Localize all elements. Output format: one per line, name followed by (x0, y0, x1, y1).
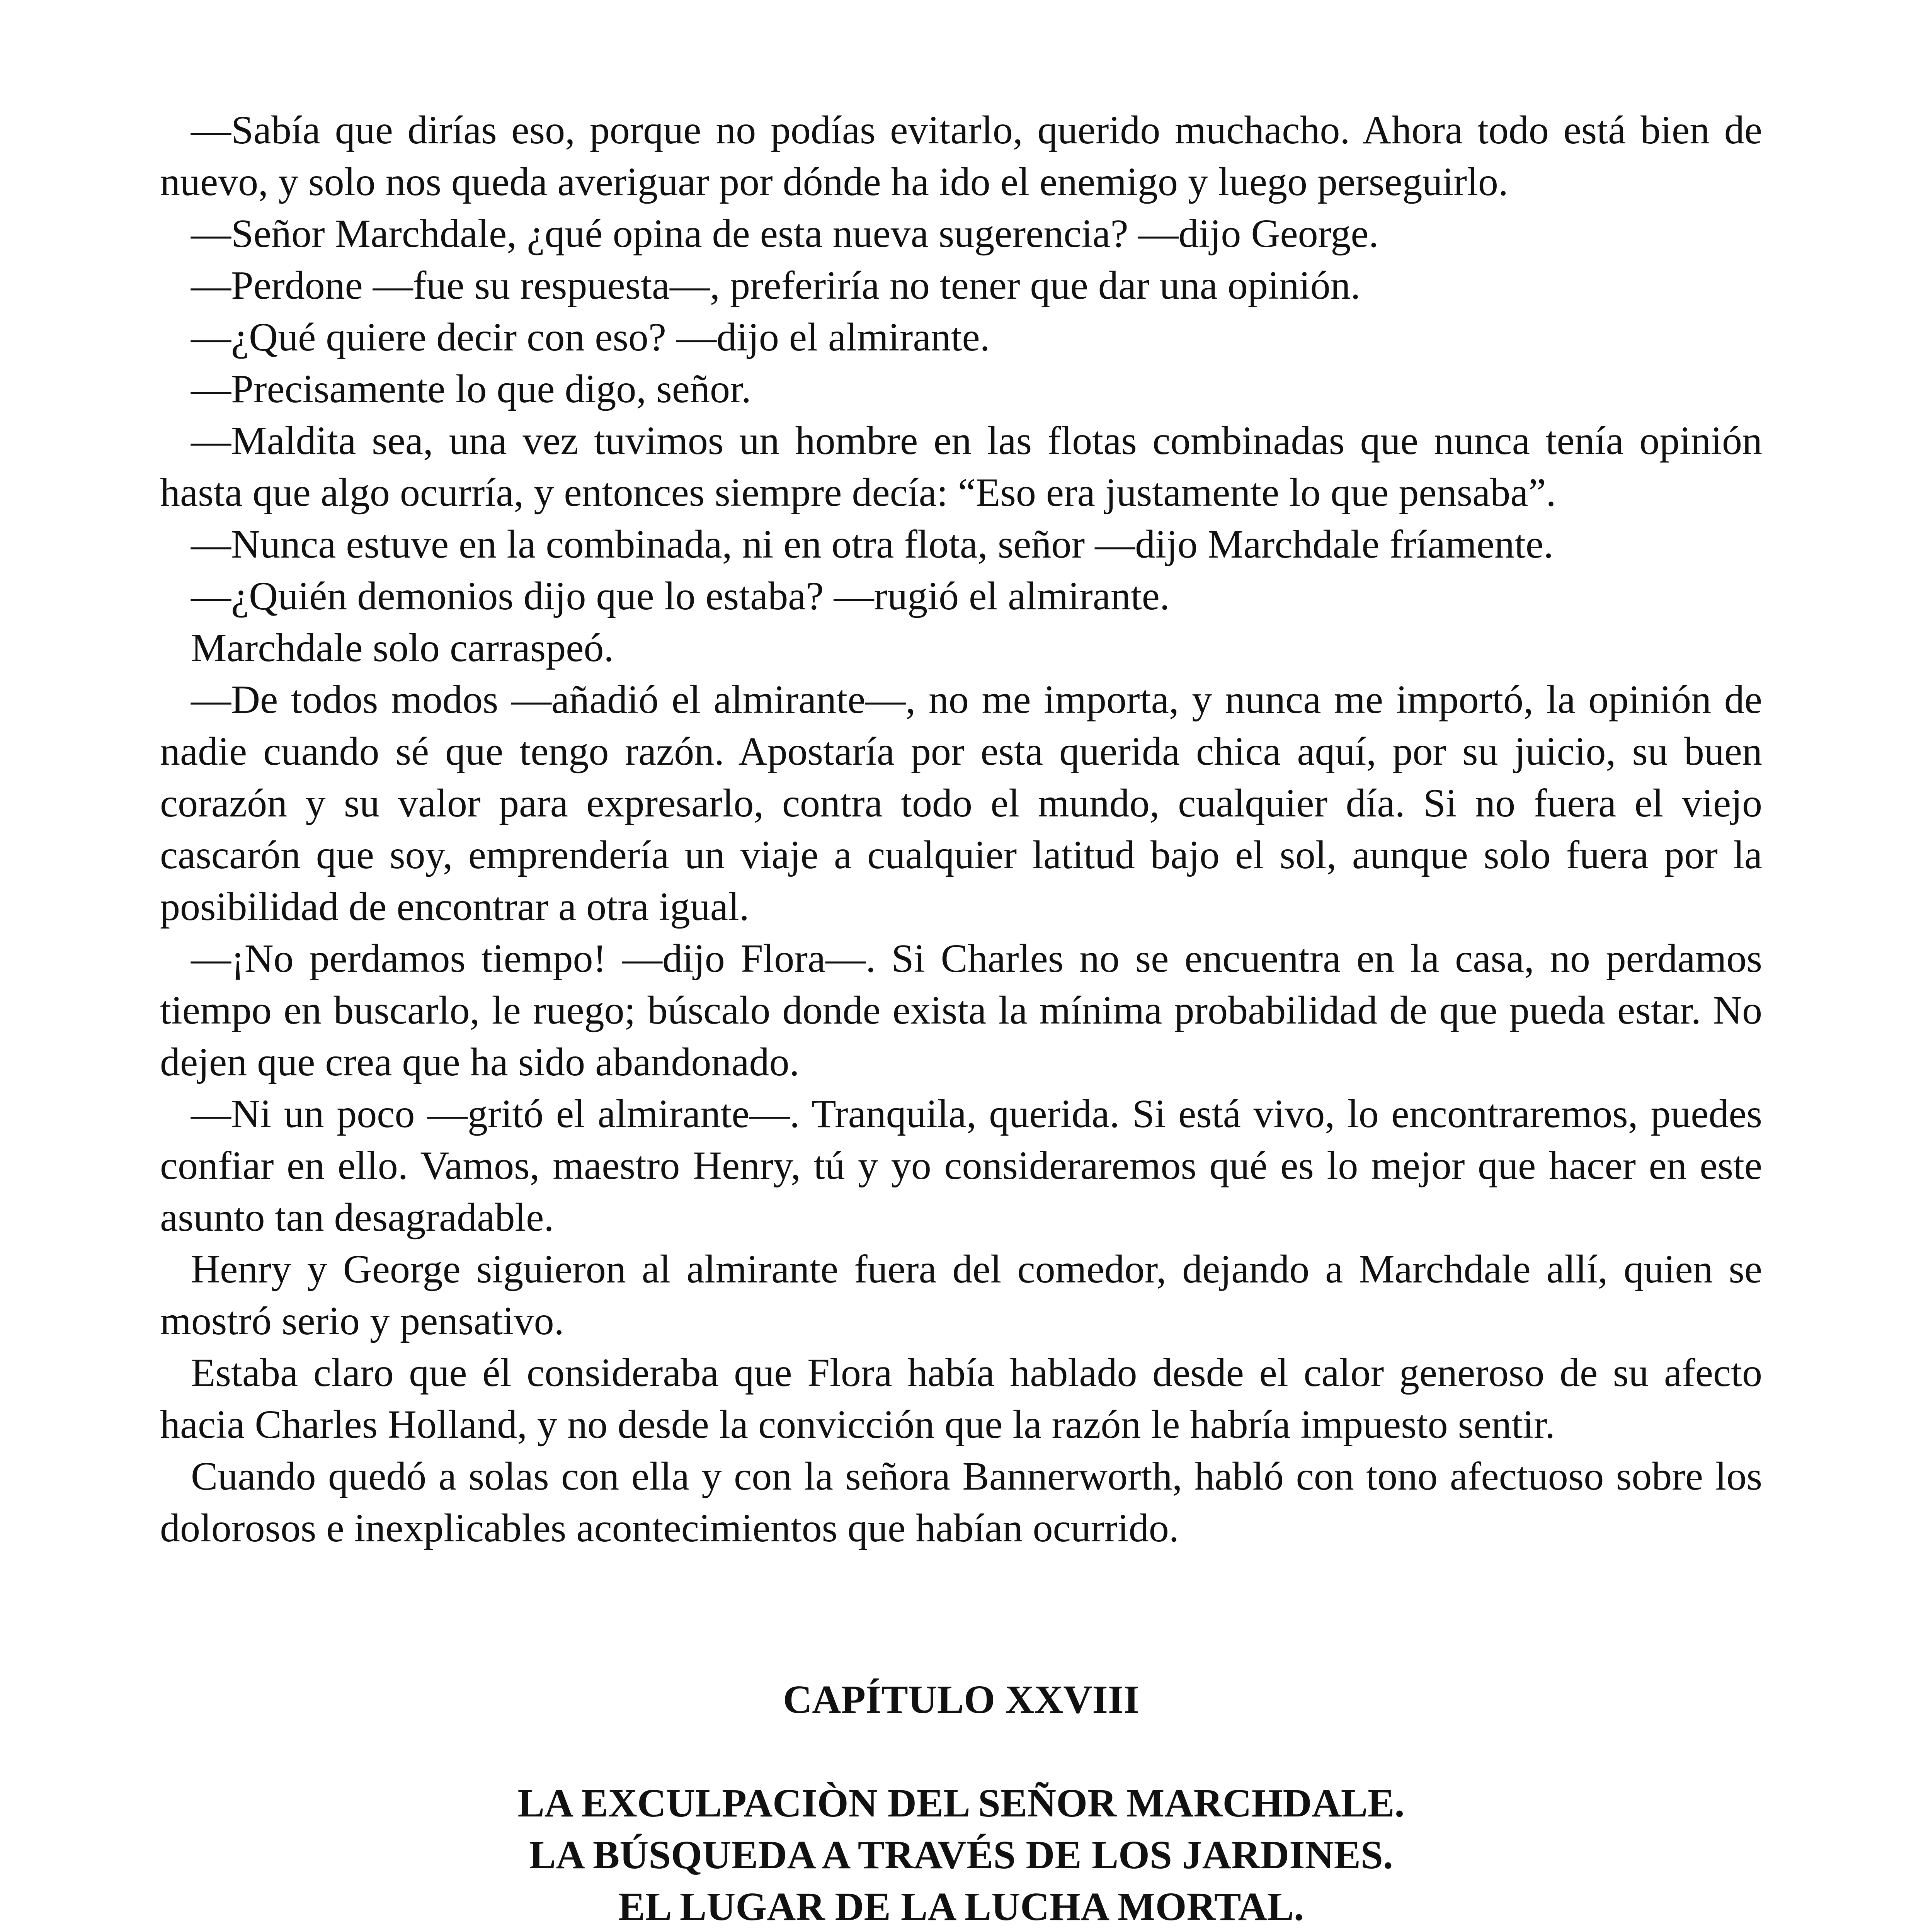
paragraph: Henry y George siguieron al almirante fuera del comedor, dejando a Marchdale allí, quien se mostró serio y pensativo. (160, 1247, 1762, 1343)
chapter-title: CAPÍTULO XXVIII (783, 1677, 1139, 1722)
chapter-subtitle-line: LA BÚSQUEDA A TRAVÉS DE LOS JARDINES. (529, 1833, 1393, 1877)
paragraph: —¿Qué quiere decir con eso? —dijo el almirante. (191, 315, 990, 359)
chapter-subtitle-line: EL LUGAR DE LA LUCHA MORTAL. (618, 1884, 1304, 1929)
paragraph: —Sabía que dirías eso, porque no podías evitarlo, querido muchacho. Ahora todo está bien de nuevo, y solo nos queda averiguar por dónde ha ido el enemigo y luego perseguirlo. (160, 108, 1762, 204)
paragraph: —Perdone —fue su respuesta—, preferiría no tener que dar una opinión. (191, 263, 1361, 308)
paragraph: Estaba claro que él consideraba que Flora había hablado desde el calor generoso de su afecto hacia Charles Holland, y no desde la convicción que la razón le habría impuesto sentir. (160, 1350, 1762, 1447)
paragraph: Cuando quedó a solas con ella y con la señora Bannerworth, habló con tono afectuoso sobre los dolorosos e inexplicables acontecimientos que habían ocurrido. (160, 1454, 1762, 1550)
paragraph: —De todos modos —añadió el almirante—, no me importa, y nunca me importó, la opinión de nadie cuando sé que tengo razón. Apostaría por esta querida chica aquí, por su juicio, su buen corazón y su valor para expresarlo, contra todo el mundo, cualquier día. Si no fuera el viejo cascarón que soy, emprendería un viaje a cualquier latitud bajo el sol, aunque solo fuera por la posibilidad de encontrar a otra igual. (160, 677, 1762, 929)
paragraph: —¿Quién demonios dijo que lo estaba? —rugió el almirante. (191, 574, 1170, 618)
chapter-subtitle-line: LA EXCULPACIÒN DEL SEÑOR MARCHDALE. (517, 1781, 1405, 1825)
paragraph: —Señor Marchdale, ¿qué opina de esta nueva sugerencia? —dijo George. (191, 211, 1379, 256)
paragraph: —Precisamente lo que digo, señor. (191, 367, 751, 411)
chapter-subtitles (160, 1777, 1762, 1932)
paragraph: Marchdale solo carraspeó. (191, 626, 614, 670)
paragraph: —¡No perdamos tiempo! —dijo Flora—. Si Charles no se encuentra en la casa, no perdamos tiempo en buscarlo, le ruego; búscalo donde exista la mínima probabilidad de que pueda estar. No dejen que crea que ha sido abandonado. (160, 936, 1762, 1084)
paragraph: —Nunca estuve en la combinada, ni en otra flota, señor —dijo Marchdale fríamente. (191, 522, 1554, 566)
paragraph: —Ni un poco —gritó el almirante—. Tranquila, querida. Si está vivo, lo encontraremos, puedes confiar en ello. Vamos, maestro Henry, tú y yo consideraremos qué es lo mejor que hacer en este asunto tan desagradable. (160, 1092, 1762, 1240)
book-page (160, 104, 1762, 1932)
chapter-heading (160, 1674, 1762, 1932)
paragraph: —Maldita sea, una vez tuvimos un hombre en las flotas combinadas que nunca tenía opinión hasta que algo ocurría, y entonces siempre decía: “Eso era justamente lo que pensaba”. (160, 418, 1762, 515)
